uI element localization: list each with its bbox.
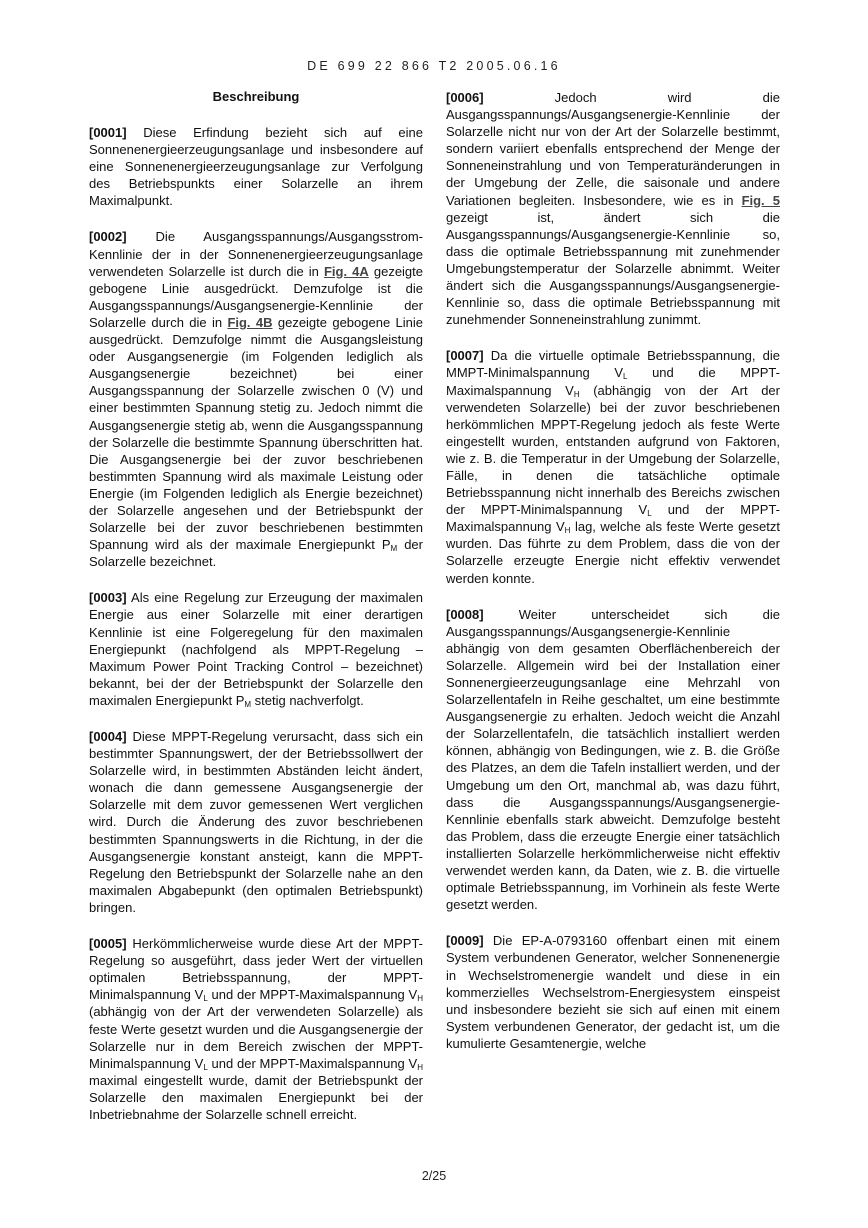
paragraph-number: [0006] — [446, 90, 484, 105]
paragraph-text: Herkömmlicherweise wurde diese Art der MPPT-Regelung so ausgeführt, dass jeder Wert der virtuellen optimalen Betriebsspannung, der MPPT-Minimalspannung V — [89, 936, 423, 1003]
paragraph-text: (abhängig von der Art der verwendeten Solarzelle) bei der zuvor beschriebenen herkömmlichen MPPT-Regelung jedoch als feste Werte eingestellt wurden, entstanden aufgrund von Faktoren, wie z. B. die Temperatur in der Umgebung der Solarzelle, Fälle, in denen die tatsächliche optimale Betriebsspannung nicht innerhalb des Bereichs zwischen der MPPT-Minimalspannung V — [446, 382, 780, 518]
paragraph-number: [0001] — [89, 125, 127, 140]
paragraph-0006 — [446, 89, 780, 328]
section-heading: Beschreibung — [212, 89, 300, 104]
subscript: M — [244, 699, 252, 709]
paragraph-text: Da die virtuelle optimale Betriebsspannung, die MMPT-Minimalspannung V — [446, 348, 780, 381]
paragraph-number: [0002] — [89, 229, 127, 245]
subscript: L — [203, 994, 208, 1004]
paragraph-text: und der MPPT-Maximalspannung V — [207, 1055, 418, 1071]
paragraph-text: und der MPPT-Maximalspannung V — [446, 502, 780, 535]
figure-link-4a[interactable]: Fig. 4A — [323, 263, 369, 279]
paragraph-text: gezeigte gebogene Linie ausgedrückt. Demzufolge nimmt die Ausgangsleistung oder Ausgangsenergie (im Folgenden lediglich als Ausgangsenergie bezeichnet) bei einer Ausgangsspannung der Solarzelle zwischen 0 (V) und einer bestimmten Spannung stetig zu. Jedoch nimmt die Ausgangsenergie stetig ab, wenn die Ausgangsspannung der Solarzelle die bestimmte Spannung überschritten hat. Die Ausgangsenergie bei der zuvor beschriebenen bestimmten Spannung wird als maximale Leistung oder Energie (im Folgenden lediglich als Energie bezeichnet) der Solarzelle angesehen und der Betriebspunkt der Solarzelle bei der zuvor beschriebenen bestimmten Spannung wird als der maximale Energiepunkt P — [89, 314, 423, 553]
paragraph-0007 — [446, 347, 780, 586]
paragraph-text: Die Ausgangsspannungs/Ausgangsstrom-Kennlinie der in der Sonnenenergieerzeugungsanlage verwendeten Solarzelle ist durch die in — [89, 229, 423, 279]
paragraph-text: Als eine Regelung zur Erzeugung der maximalen Energie aus einer Solarzelle mit einer derartigen Kennlinie ist eine Folgeregelung für den maximalen Energiepunkt (nachfolgend als MPPT-Regelung – Maximum Power Point Tracking Control – bezeichnet) bekannt, bei der der Betriebspunkt der Solarzelle den maximalen Energiepunkt P — [89, 590, 423, 708]
subscript: H — [564, 526, 571, 536]
paragraph-0001 — [89, 124, 423, 209]
subscript: H — [573, 389, 580, 399]
paragraph-0002 — [89, 228, 423, 570]
paragraph-number: [0003] — [89, 590, 127, 606]
paragraph-0009 — [446, 932, 780, 1052]
paragraph-text: maximal eingestellt wurde, damit der Betriebspunkt der Solarzelle den maximalen Energiepunkt bei der Inbetriebnahme der Solarzelle schnell erreicht. — [89, 1072, 423, 1122]
paragraph-text: der Solarzelle bezeichnet. — [89, 537, 423, 570]
paragraph-number: [0009] — [446, 933, 484, 949]
paragraph-text: und der MPPT-Maximalspannung V — [207, 987, 418, 1003]
left-column — [89, 89, 423, 1142]
figure-link-5[interactable]: Fig. 5 — [741, 192, 781, 208]
subscript: L — [647, 509, 652, 519]
paragraph-text: Weiter unterscheidet sich die Ausgangsspannungs/Ausgangsenergie-Kennlinie abhängig von dem gesamten Oberflächenbereich der Solarzelle. Allgemein wird bei der Installation einer Sonnenergieerzeugungsanlage eine Mehrzahl von Solarzellentafeln in Reihe geschaltet, um eine bestimmte Ausgangsenergie zu erhalten. Jedoch weicht die Anzahl der Solarzellentafeln, die tatsächlich installiert werden können, abhängig von Bedingungen, wie z. B. die Größe des Platzes, an dem die Tafeln installiert werden, und der Umgebung um den Ort, manchmal ab, was dazu führt, dass die Ausgangsspannungs/Ausgangsenergie-Kennlinie ebenfalls stark abweicht. Demzufolge besteht das Problem, dass die erzeugte Energie einer tatsächlich installierten Solarzelle herkömmlicherweise nicht effektiv verwendet werden kann, da Daten, wie z. B. die virtuelle optimale Betriebsspannung, im Vorhinein als feste Werte gesetzt werden. — [446, 606, 780, 913]
right-column — [446, 89, 780, 1071]
paragraph-text: (abhängig von der Art der verwendeten Solarzelle) als feste Werte gesetzt wurden und die Ausgangsenergie der Solarzelle nur in dem Bereich zwischen der MPPT-Minimalspannung V — [89, 1004, 423, 1071]
subscript: H — [417, 1062, 423, 1072]
document-header: DE 699 22 866 T2 2005.06.16 — [307, 59, 561, 73]
subscript: L — [623, 372, 628, 382]
subscript: L — [203, 1062, 208, 1072]
paragraph-number: [0007] — [446, 348, 484, 364]
paragraph-text: Diese Erfindung bezieht sich auf eine Sonnenenergieerzeugungsanlage und insbesondere auf eine Sonnenenergieerzeugungsanlage zur Verfolgung des Betriebspunkts einer Solarzelle an ihrem Maximalpunkt. — [89, 125, 423, 209]
paragraph-text: Jedoch wird die Ausgangsspannungs/Ausgangsenergie-Kennlinie der Solarzelle nicht nur von der Art der Solarzelle bestimmt, sondern variiert ebenfalls entsprechend der Menge der Sonneneinstrahlung und von Temperaturänderungen in der Umgebung der Zelle, die saisonale und andere Variationen begleiten. Insbesondere, wie es in — [446, 90, 780, 208]
paragraph-0005 — [89, 935, 423, 1123]
paragraph-text: Die EP-A-0793160 offenbart einen mit einem System verbundenen Generator, welcher Sonnenenergie in Wechselstromenergie wandelt und diese in ein kommerzielles Wechselstrom-Energiesystem einspeist und insbesondere bezieht sie sich auf einen mit einem System verbundenen Generator, der gedacht ist, um die kumulierte Gesamtenergie, welche — [446, 933, 780, 1051]
paragraph-text: und die MPPT-Maximalspannung V — [446, 365, 780, 398]
paragraph-0004 — [89, 728, 423, 916]
paragraph-text: gezeigte gebogene Linie ausgedrückt. Demzufolge ist die Ausgangsspannungs/Ausgangsenergie-Kennlinie der Solarzelle durch die in — [89, 263, 424, 330]
paragraph-number: [0008] — [446, 606, 484, 622]
subscript: H — [417, 994, 423, 1004]
paragraph-number: [0004] — [89, 729, 127, 744]
figure-link-4b[interactable]: Fig. 4B — [227, 314, 273, 330]
paragraph-number: [0005] — [89, 936, 127, 952]
page-number: 2/25 — [421, 1169, 447, 1183]
paragraph-text: stetig nachverfolgt. — [251, 692, 364, 708]
paragraph-0008 — [446, 606, 780, 914]
subscript: M — [390, 544, 398, 554]
paragraph-text: Diese MPPT-Regelung verursacht, dass sich ein bestimmter Spannungswert, der der Betriebssollwert der Solarzelle wird, in bestimmten Abständen leicht ändert, wonach die dann gemessene Ausgangsenergie der Solarzelle mit dem zuvor gemessenen Wert verglichen wird. Durch die Änderung des zuvor beschriebenen bestimmten Spannungswerts in die Richtung, in der die Ausgangsenergie konstant ansteigt, kann die MPPT-Regelung den Betriebspunkt der Solarzelle nahe an den maximalen Abgabepunkt (den optimalen Betriebspunkt) bringen. — [89, 729, 423, 915]
paragraph-0003 — [89, 589, 423, 709]
paragraph-text: gezeigt ist, ändert sich die Ausgangsspannungs/Ausgangsenergie-Kennlinie so, dass die optimale Betriebsspannung mit zunehmender Umgebungstemperatur der Solarzelle abnimmt. Weiter ändert sich die Ausgangsspannungs/Ausgangsenergie-Kennlinie so, dass die optimale Betriebsspannung mit zunehmender Sonneneinstrahlung zunimmt. — [446, 209, 780, 328]
paragraph-text: lag, welche als feste Werte gesetzt wurden. Das führte zu dem Problem, dass die von der Solarzelle erzeugte Energie nicht effektiv verwendet werden konnte. — [446, 519, 780, 586]
